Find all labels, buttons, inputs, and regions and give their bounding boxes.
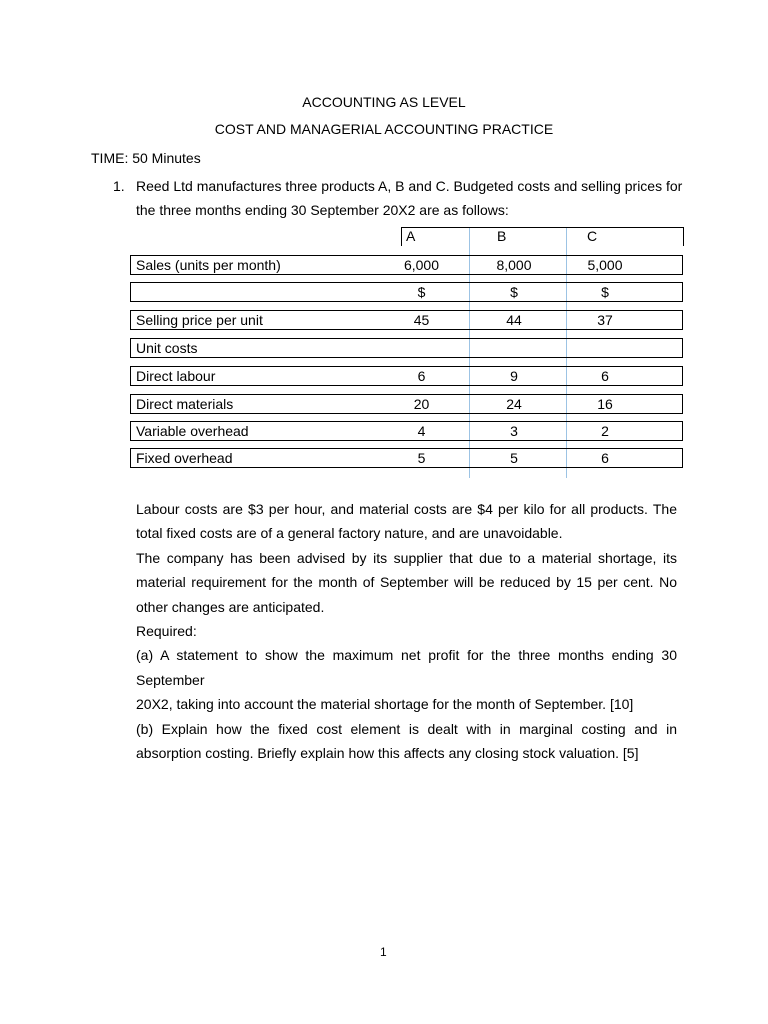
value-a: 5 (417, 450, 426, 466)
time-allowed: TIME: 50 Minutes (91, 150, 201, 166)
value-a: 4 (417, 423, 426, 439)
table-row (130, 421, 683, 441)
question-number: 1. (113, 178, 125, 194)
paragraph-costs: Labour costs are $3 per hour, and material costs are $4 per kilo for all products. The total fixed costs are of a general factory nature, and are unavoidable. (136, 501, 677, 542)
value-b: 5 (510, 450, 518, 466)
value-b: $ (510, 284, 518, 300)
question-body (136, 497, 677, 765)
value-c: 5,000 (587, 257, 623, 273)
row-label: Sales (units per month) (136, 257, 281, 273)
table-row (130, 366, 683, 386)
row-label: Selling price per unit (136, 312, 263, 328)
paragraph-part-a-cont: 20X2, taking into account the material shortage for the month of September. [10] (136, 696, 634, 713)
row-label: Unit costs (136, 340, 198, 356)
value-a: 6,000 (403, 257, 440, 273)
header-c: C (587, 228, 598, 244)
paragraph-part-a: (a) A statement to show the maximum net profit for the three months ending 30 September (136, 647, 677, 688)
value-a: 6 (417, 368, 426, 384)
question-intro-line1: Reed Ltd manufactures three products A, B and C. Budgeted costs and selling prices for (136, 178, 683, 194)
value-c: $ (601, 284, 609, 300)
value-b: 8,000 (496, 257, 532, 273)
value-c: 6 (601, 450, 609, 466)
value-c: 6 (601, 368, 609, 384)
table-row (130, 310, 683, 330)
table-row (130, 338, 683, 358)
row-label: Direct labour (136, 368, 216, 384)
value-a: 45 (413, 312, 430, 328)
question-intro-line2: the three months ending 30 September 20X2 are as follows: (136, 202, 509, 218)
paragraph-part-b: (b) Explain how the fixed cost element is dealt with in marginal costing and in absorption costing. Briefly explain how this affects any closing stock valuation. [5] (136, 720, 677, 762)
page-number: 1 (380, 945, 387, 959)
value-c: 37 (597, 312, 613, 328)
header-b: B (497, 228, 507, 244)
value-c: 16 (597, 396, 613, 412)
table-row (130, 448, 683, 468)
value-b: 3 (510, 423, 518, 439)
value-a: $ (417, 284, 426, 300)
value-b: 9 (510, 368, 518, 384)
header-a: A (406, 228, 416, 244)
row-label: Variable overhead (136, 423, 249, 439)
paragraph-shortage: The company has been advised by its supplier that due to a material shortage, its material requirement for the month of September will be reduced by 15 per cent. No other changes are anticipated. (136, 549, 677, 615)
value-a: 20 (413, 396, 430, 412)
table-row (130, 394, 683, 414)
table-row (130, 282, 683, 302)
value-b: 44 (506, 312, 522, 328)
value-c: 2 (601, 423, 609, 439)
table-row (130, 255, 683, 275)
value-b: 24 (506, 396, 522, 412)
paragraph-required: Required: (136, 623, 197, 640)
document-subtitle: COST AND MANAGERIAL ACCOUNTING PRACTICE (214, 121, 554, 137)
document-title: ACCOUNTING AS LEVEL (302, 94, 466, 110)
row-label: Direct materials (136, 396, 234, 412)
row-label: Fixed overhead (136, 450, 233, 466)
